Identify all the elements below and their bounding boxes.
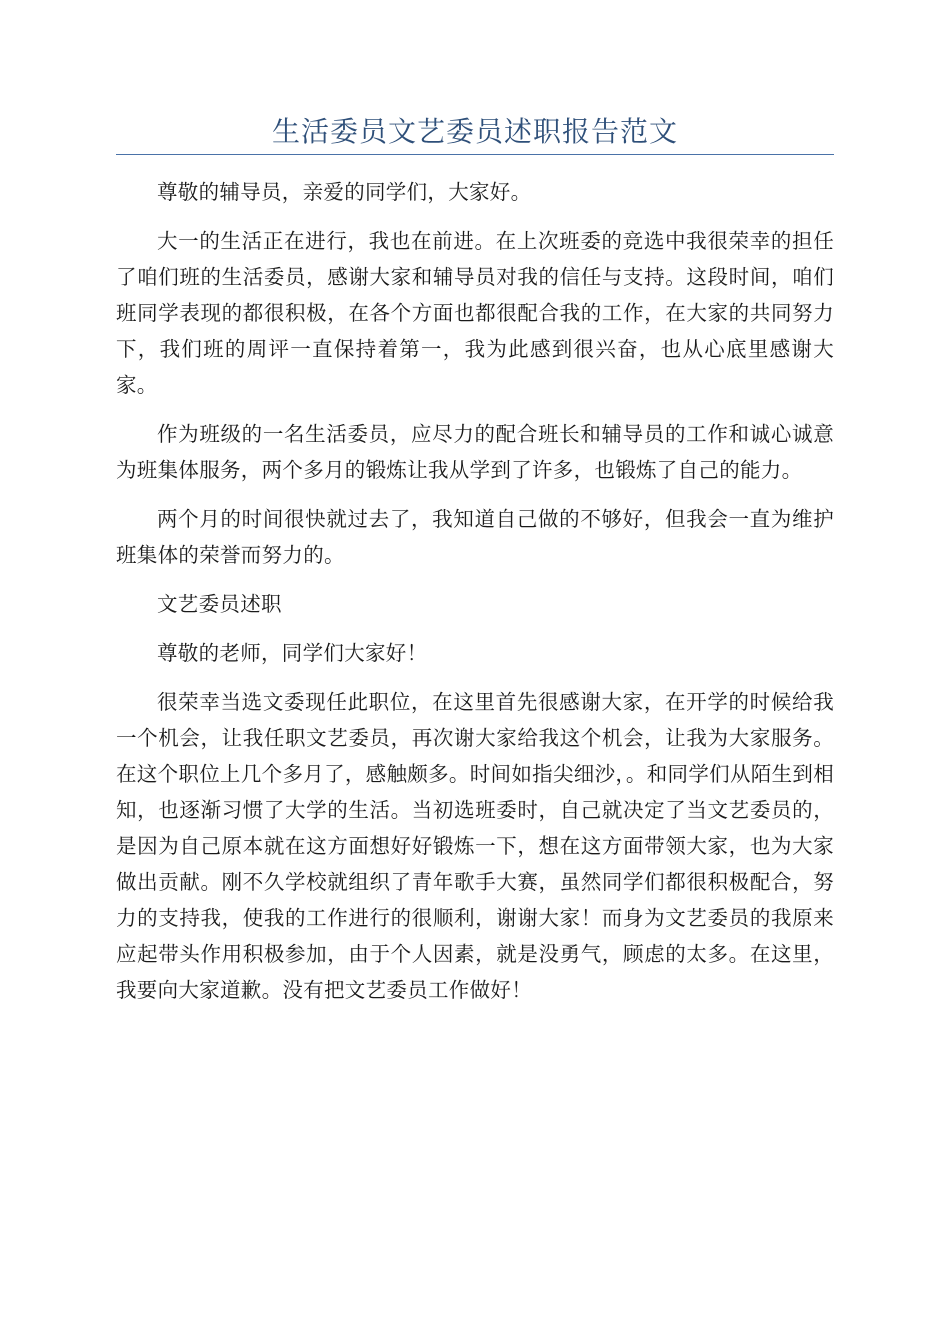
paragraph-greeting-2: 尊敬的老师，同学们大家好！ (157, 641, 428, 665)
paragraph-arts-committee-report: 很荣幸当选文委现任此职位，在这里首先很感谢大家，在开学的时候给我一个机会，让我任职文艺委员，再次谢大家给我这个机会，让我为大家服务。在这个职位上几个多月了，感触颇多。时间如指尖细沙，。和同学们从陌生到相知，也逐渐习惯了大学的生活。当初选班委时，自己就决定了当文艺委员的，是因为自己原本就在这方面想好好锻炼一下，想在这方面带领大家，也为大家做出贡献。刚不久学校就组织了青年歌手大赛，虽然同学们都很积极配合，努力的支持我，使我的工作进行的很顺利，谢谢大家！而身为文艺委员的我原来应起带头作用积极参加，由于个人因素，就是没勇气，顾虑的太多。在这里，我要向大家道歉。没有把文艺委员工作做好！ (116, 690, 834, 1002)
paragraph-life-committee-intro: 大一的生活正在进行，我也在前进。在上次班委的竞选中我很荣幸的担任了咱们班的生活委员，感谢大家和辅导员对我的信任与支持。这段时间，咱们班同学表现的都很积极，在各个方面也都很配合我的工作，在大家的共同努力下，我们班的周评一直保持着第一，我为此感到很兴奋，也从心底里感谢大家。 (116, 229, 834, 397)
document-title: 生活委员文艺委员述职报告范文 (271, 115, 678, 148)
section-heading-arts-committee: 文艺委员述职 (157, 592, 282, 616)
document-body (116, 174, 834, 1021)
paragraph-life-committee-duty: 作为班级的一名生活委员，应尽力的配合班长和辅导员的工作和诚心诚意为班集体服务，两个多月的锻炼让我从学到了许多，也锻炼了自己的能力。 (116, 422, 834, 482)
paragraph-life-committee-closing: 两个月的时间很快就过去了，我知道自己做的不够好，但我会一直为维护班集体的荣誉而努力的。 (116, 507, 834, 567)
title-underline (116, 154, 834, 155)
paragraph-greeting-1: 尊敬的辅导员，亲爱的同学们，大家好。 (157, 180, 532, 204)
